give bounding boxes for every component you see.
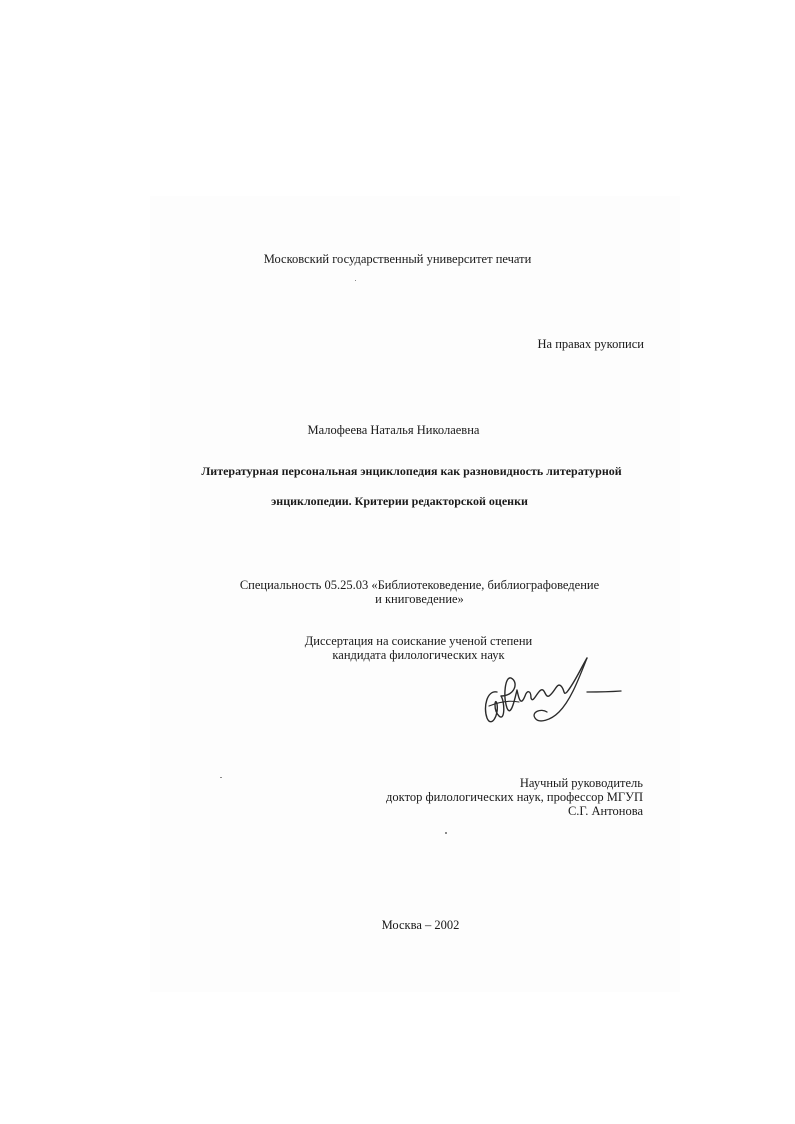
degree-line-2: кандидата филологических наук <box>332 648 505 662</box>
supervisor-name: С.Г. Антонова <box>567 804 643 818</box>
city-year: Москва – 2002 <box>381 918 460 932</box>
scan-speck <box>220 777 222 778</box>
scan-speck <box>355 280 356 281</box>
specialty-line-1: Специальность 05.25.03 «Библиотековедение, библиографоведение <box>239 578 600 592</box>
supervisor-degree: доктор филологических наук, профессор МГУП <box>386 790 643 804</box>
dissertation-title-line-1: Литературная персональная энциклопедия как разновидность литературной <box>201 464 622 478</box>
handwritten-signature <box>475 652 625 742</box>
supervisor-role: Научный руководитель <box>519 776 643 790</box>
degree-line-1: Диссертация на соискание ученой степени <box>304 634 533 648</box>
scan-speck <box>445 832 447 834</box>
dissertation-title-line-2: энциклопедии. Критерии редакторской оценки <box>271 494 528 508</box>
specialty-line-2: и книговедение» <box>375 592 464 606</box>
rights-note: На правах рукописи <box>537 337 644 351</box>
author-name: Малофеева Наталья Николаевна <box>307 423 480 437</box>
university-name: Московский государственный университет печати <box>263 252 532 266</box>
